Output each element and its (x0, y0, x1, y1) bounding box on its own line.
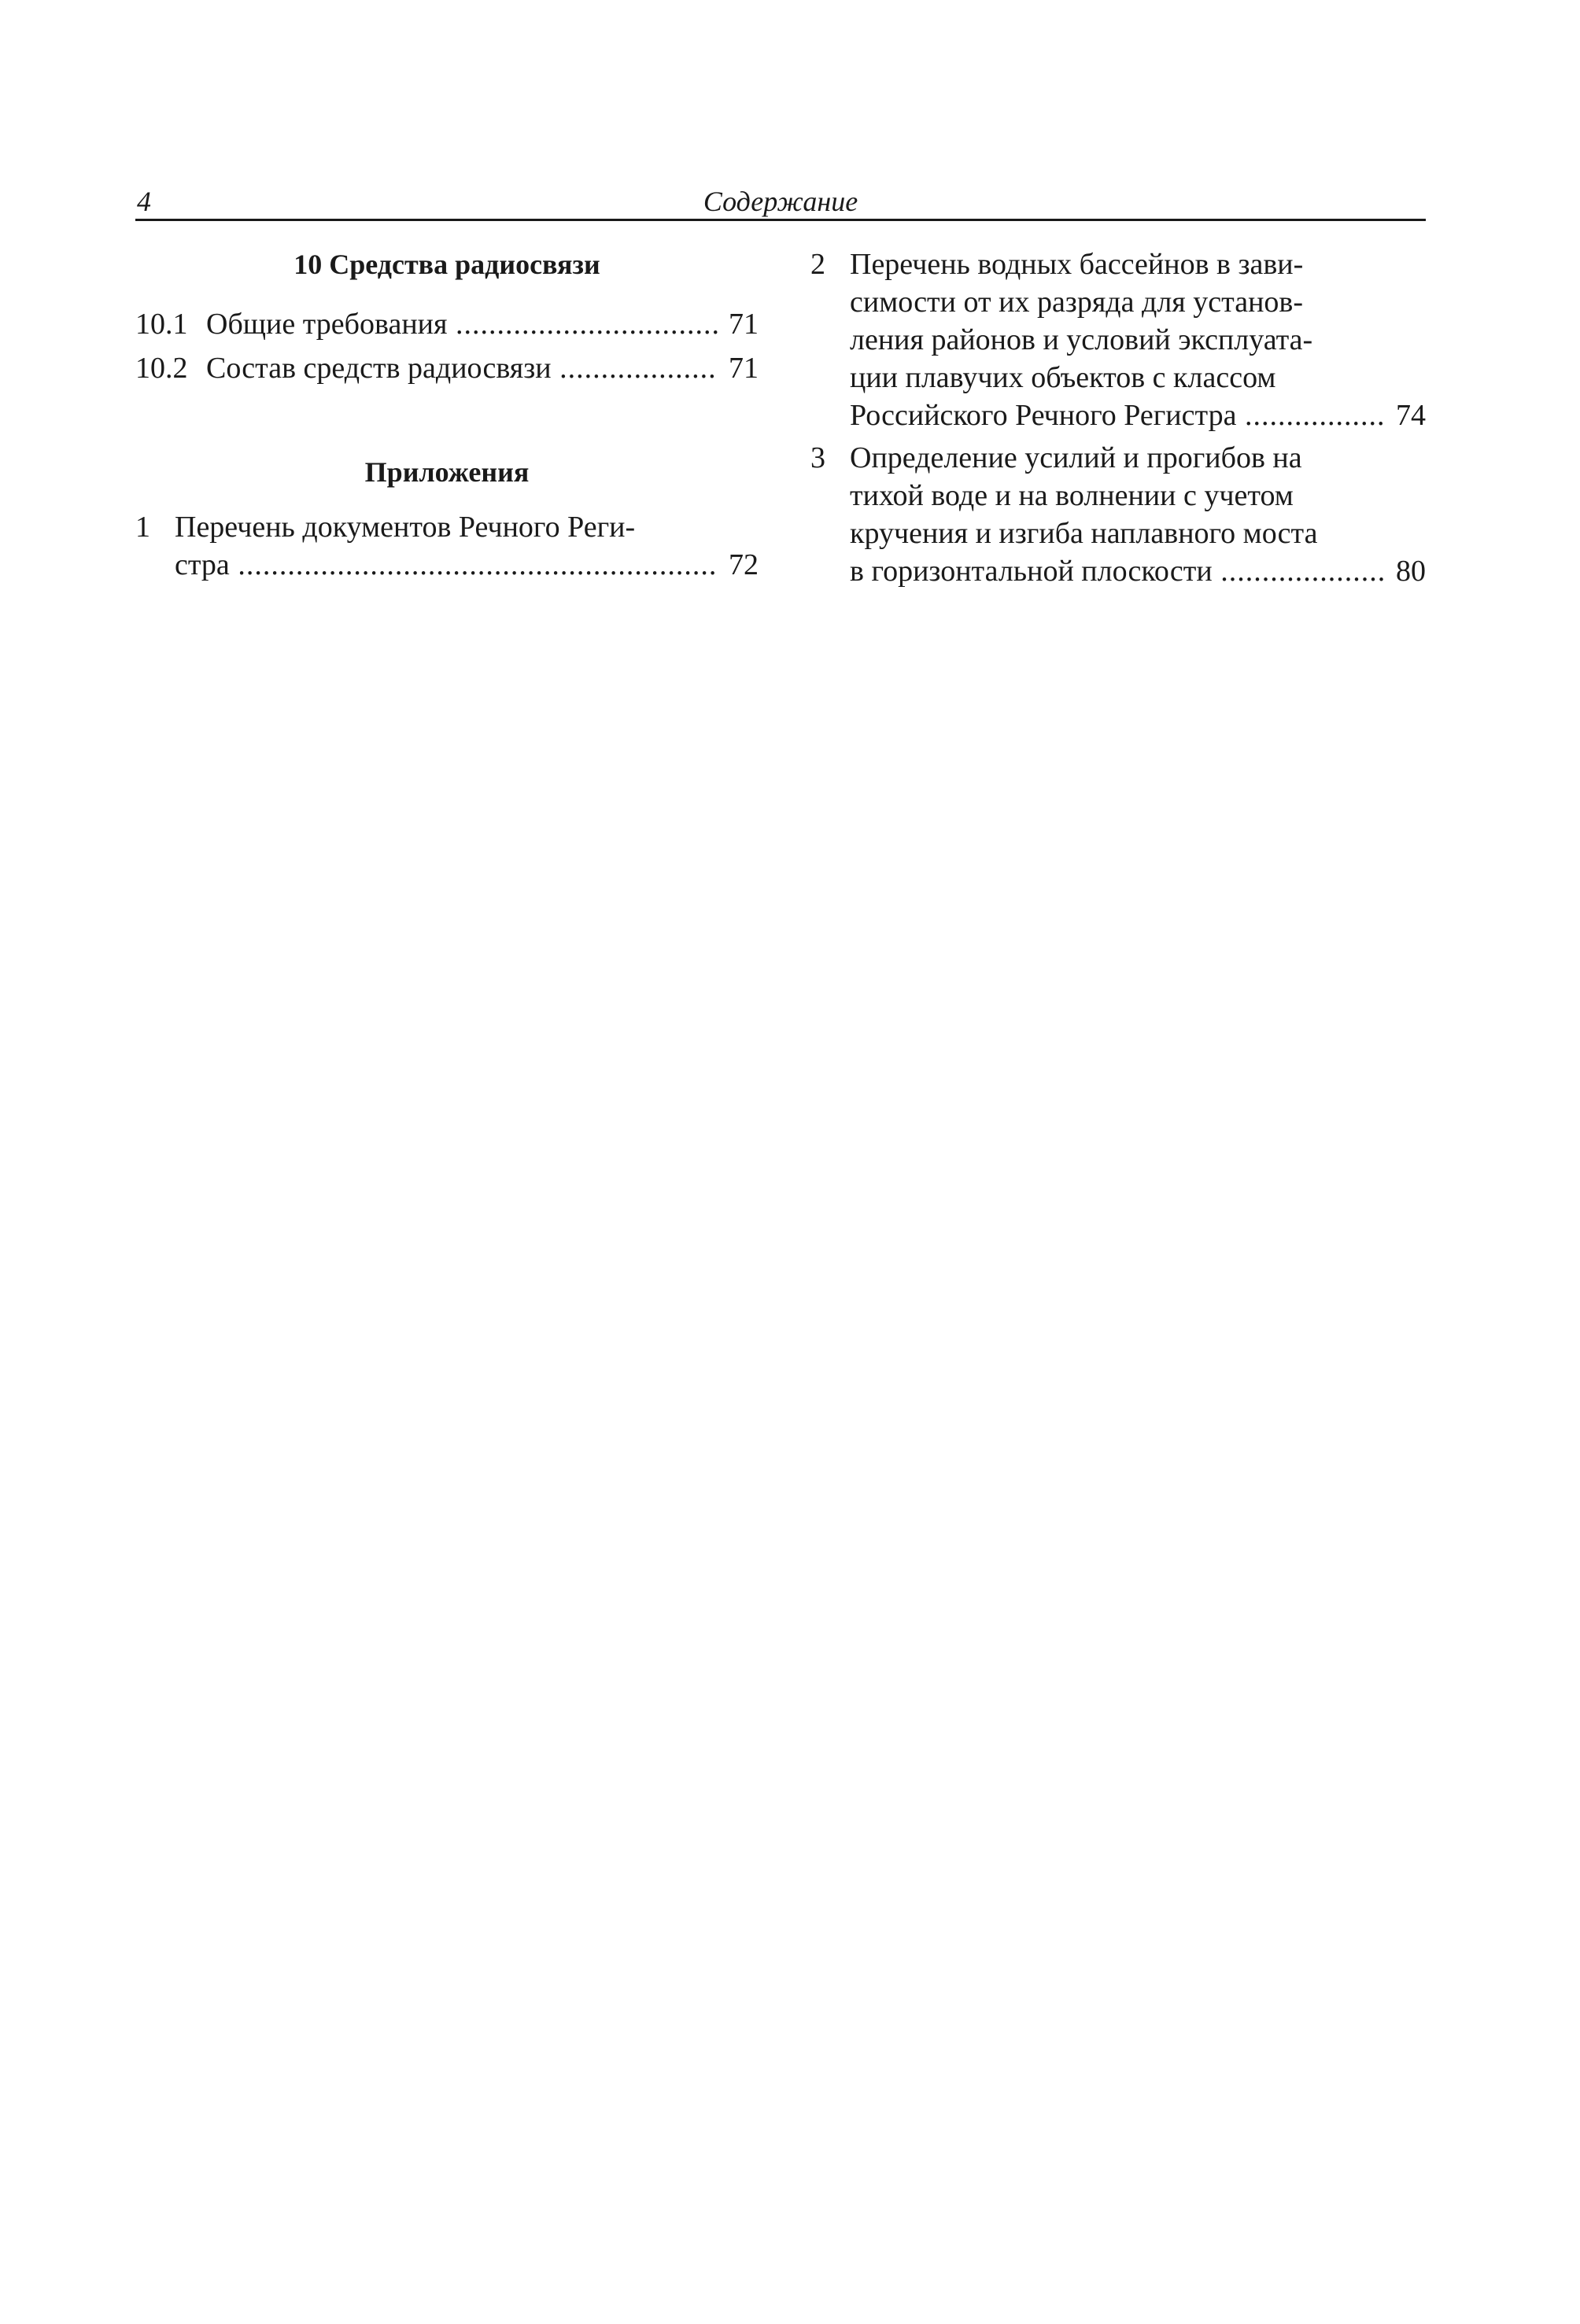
appendix-entry[interactable] (135, 508, 759, 584)
toc-entry[interactable] (135, 305, 759, 343)
appendix-last-line (850, 397, 1426, 434)
appendix-page: 80 (1396, 555, 1426, 588)
running-title: Содержание (703, 186, 858, 217)
appendix-number: 2 (810, 248, 825, 281)
running-header (135, 183, 1426, 220)
header-rule (135, 219, 1426, 221)
toc-entry-title: Общие требования ..... (206, 305, 718, 343)
appendix-title-line: симости от их разряда для установ- (850, 286, 1304, 319)
toc-entry-page: 71 (729, 352, 759, 385)
appendix-title-line: ции плавучих объектов с классом (850, 361, 1276, 394)
appendix-title-line: Перечень водных бассейнов в зави- (850, 248, 1304, 281)
toc-entry-number: 10.2 (135, 352, 188, 385)
toc-entry-number: 10.1 (135, 308, 188, 341)
appendix-page: 72 (729, 548, 759, 581)
section-heading-radio: 10 Средства радиосвязи (293, 249, 600, 280)
appendix-title-line: тихой воде и на волнении с учетом (850, 479, 1294, 512)
section-heading-appendices: Приложения (364, 456, 530, 488)
appendix-entry[interactable] (810, 245, 1426, 434)
appendix-page: 74 (1396, 399, 1426, 432)
appendix-title-line: Определение усилий и прогибов на (850, 441, 1302, 474)
appendix-title-line: Перечень документов Речного Реги- (175, 511, 636, 544)
toc-entry-title: Состав средств радиосвязи ..... (206, 349, 718, 387)
page-number: 4 (137, 186, 151, 217)
appendix-title-line: Российского Речного Регистра ..... (850, 397, 1385, 434)
appendix-number: 3 (810, 441, 825, 474)
appendix-number: 1 (135, 511, 150, 544)
appendix-body (850, 439, 1426, 590)
appendix-title-line: кручения и изгиба наплавного моста (850, 517, 1318, 550)
appendix-body (850, 245, 1426, 434)
appendix-entry[interactable] (810, 439, 1426, 590)
appendix-last-line (175, 546, 759, 584)
appendix-body (175, 508, 759, 584)
appendix-last-line (850, 552, 1426, 590)
toc-right-column (810, 245, 1426, 590)
appendix-title-line: ления районов и условий эксплуата- (850, 323, 1313, 356)
toc-left-column (135, 245, 759, 584)
toc-entry[interactable] (135, 349, 759, 387)
appendix-title-line: стра ..... (175, 546, 718, 584)
toc-entry-page: 71 (729, 308, 759, 341)
appendix-title-line: в горизонтальной плоскости ..... (850, 552, 1385, 590)
